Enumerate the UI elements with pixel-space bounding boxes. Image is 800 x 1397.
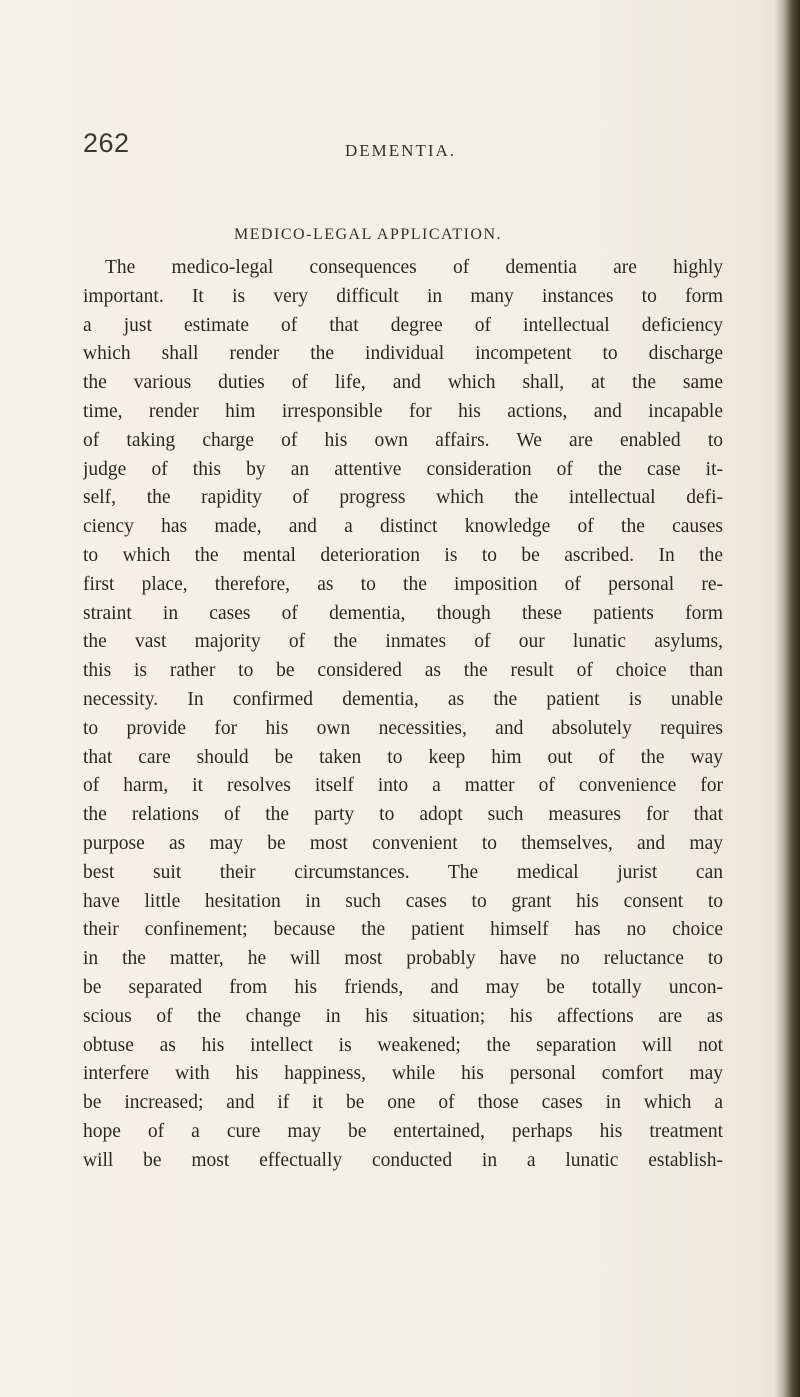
body-paragraph bbox=[83, 254, 723, 1176]
text-line: interfere with his happiness, while his personal comfort may bbox=[83, 1063, 723, 1085]
page-edge-shadow bbox=[774, 0, 800, 1397]
text-line: obtuse as his intellect is weakened; the separation will not bbox=[83, 1034, 723, 1056]
text-line: a just estimate of that degree of intellectual deficiency bbox=[83, 314, 723, 336]
text-line: hope of a cure may be entertained, perhaps his treatment bbox=[83, 1120, 723, 1142]
text-line: ciency has made, and a distinct knowledge of the causes bbox=[83, 516, 723, 538]
page-number: 262 bbox=[83, 128, 130, 158]
text-line: the relations of the party to adopt such measures for that bbox=[83, 804, 723, 826]
text-line: this is rather to be considered as the result of choice than bbox=[83, 660, 723, 682]
text-line: best suit their circumstances. The medical jurist can bbox=[83, 861, 723, 883]
text-line: to provide for his own necessities, and absolutely requires bbox=[83, 717, 723, 739]
text-line: scious of the change in his situation; his affections are as bbox=[83, 1005, 723, 1027]
text-line: straint in cases of dementia, though these patients form bbox=[83, 602, 723, 624]
text-line: that care should be taken to keep him out of the way bbox=[83, 746, 723, 768]
text-line: first place, therefore, as to the imposition of personal re- bbox=[83, 573, 723, 595]
text-line: judge of this by an attentive consideration of the case it- bbox=[83, 458, 723, 480]
text-line: self, the rapidity of progress which the intellectual defi- bbox=[83, 487, 723, 509]
text-line: of harm, it resolves itself into a matter of convenience for bbox=[83, 775, 723, 797]
text-line: of taking charge of his own affairs. We are enabled to bbox=[83, 429, 723, 451]
text-line: be separated from his friends, and may be totally uncon- bbox=[83, 976, 723, 998]
text-line: the vast majority of the inmates of our lunatic asylums, bbox=[83, 631, 723, 653]
text-line: will be most effectually conducted in a lunatic establish- bbox=[83, 1149, 723, 1171]
text-line: be increased; and if it be one of those cases in which a bbox=[83, 1092, 723, 1114]
text-line: The medico-legal consequences of dementia are highly bbox=[105, 257, 723, 278]
text-line: important. It is very difficult in many instances to form bbox=[83, 285, 723, 307]
text-line: purpose as may be most convenient to themselves, and may bbox=[83, 832, 723, 854]
text-line: the various duties of life, and which shall, at the same bbox=[83, 372, 723, 394]
section-title: MEDICO-LEGAL APPLICATION. bbox=[234, 226, 503, 243]
text-line: time, render him irresponsible for his actions, and incapable bbox=[83, 400, 723, 422]
running-head: DEMENTIA. bbox=[345, 141, 457, 160]
text-line: in the matter, he will most probably have no reluctance to bbox=[83, 948, 723, 970]
text-line: necessity. In confirmed dementia, as the patient is unable bbox=[83, 688, 723, 710]
text-line: which shall render the individual incompetent to discharge bbox=[83, 343, 723, 365]
text-line: their confinement; because the patient himself has no choice bbox=[83, 919, 723, 941]
text-line: have little hesitation in such cases to grant his consent to bbox=[83, 890, 723, 912]
text-line: to which the mental deterioration is to be ascribed. In the bbox=[83, 544, 723, 566]
